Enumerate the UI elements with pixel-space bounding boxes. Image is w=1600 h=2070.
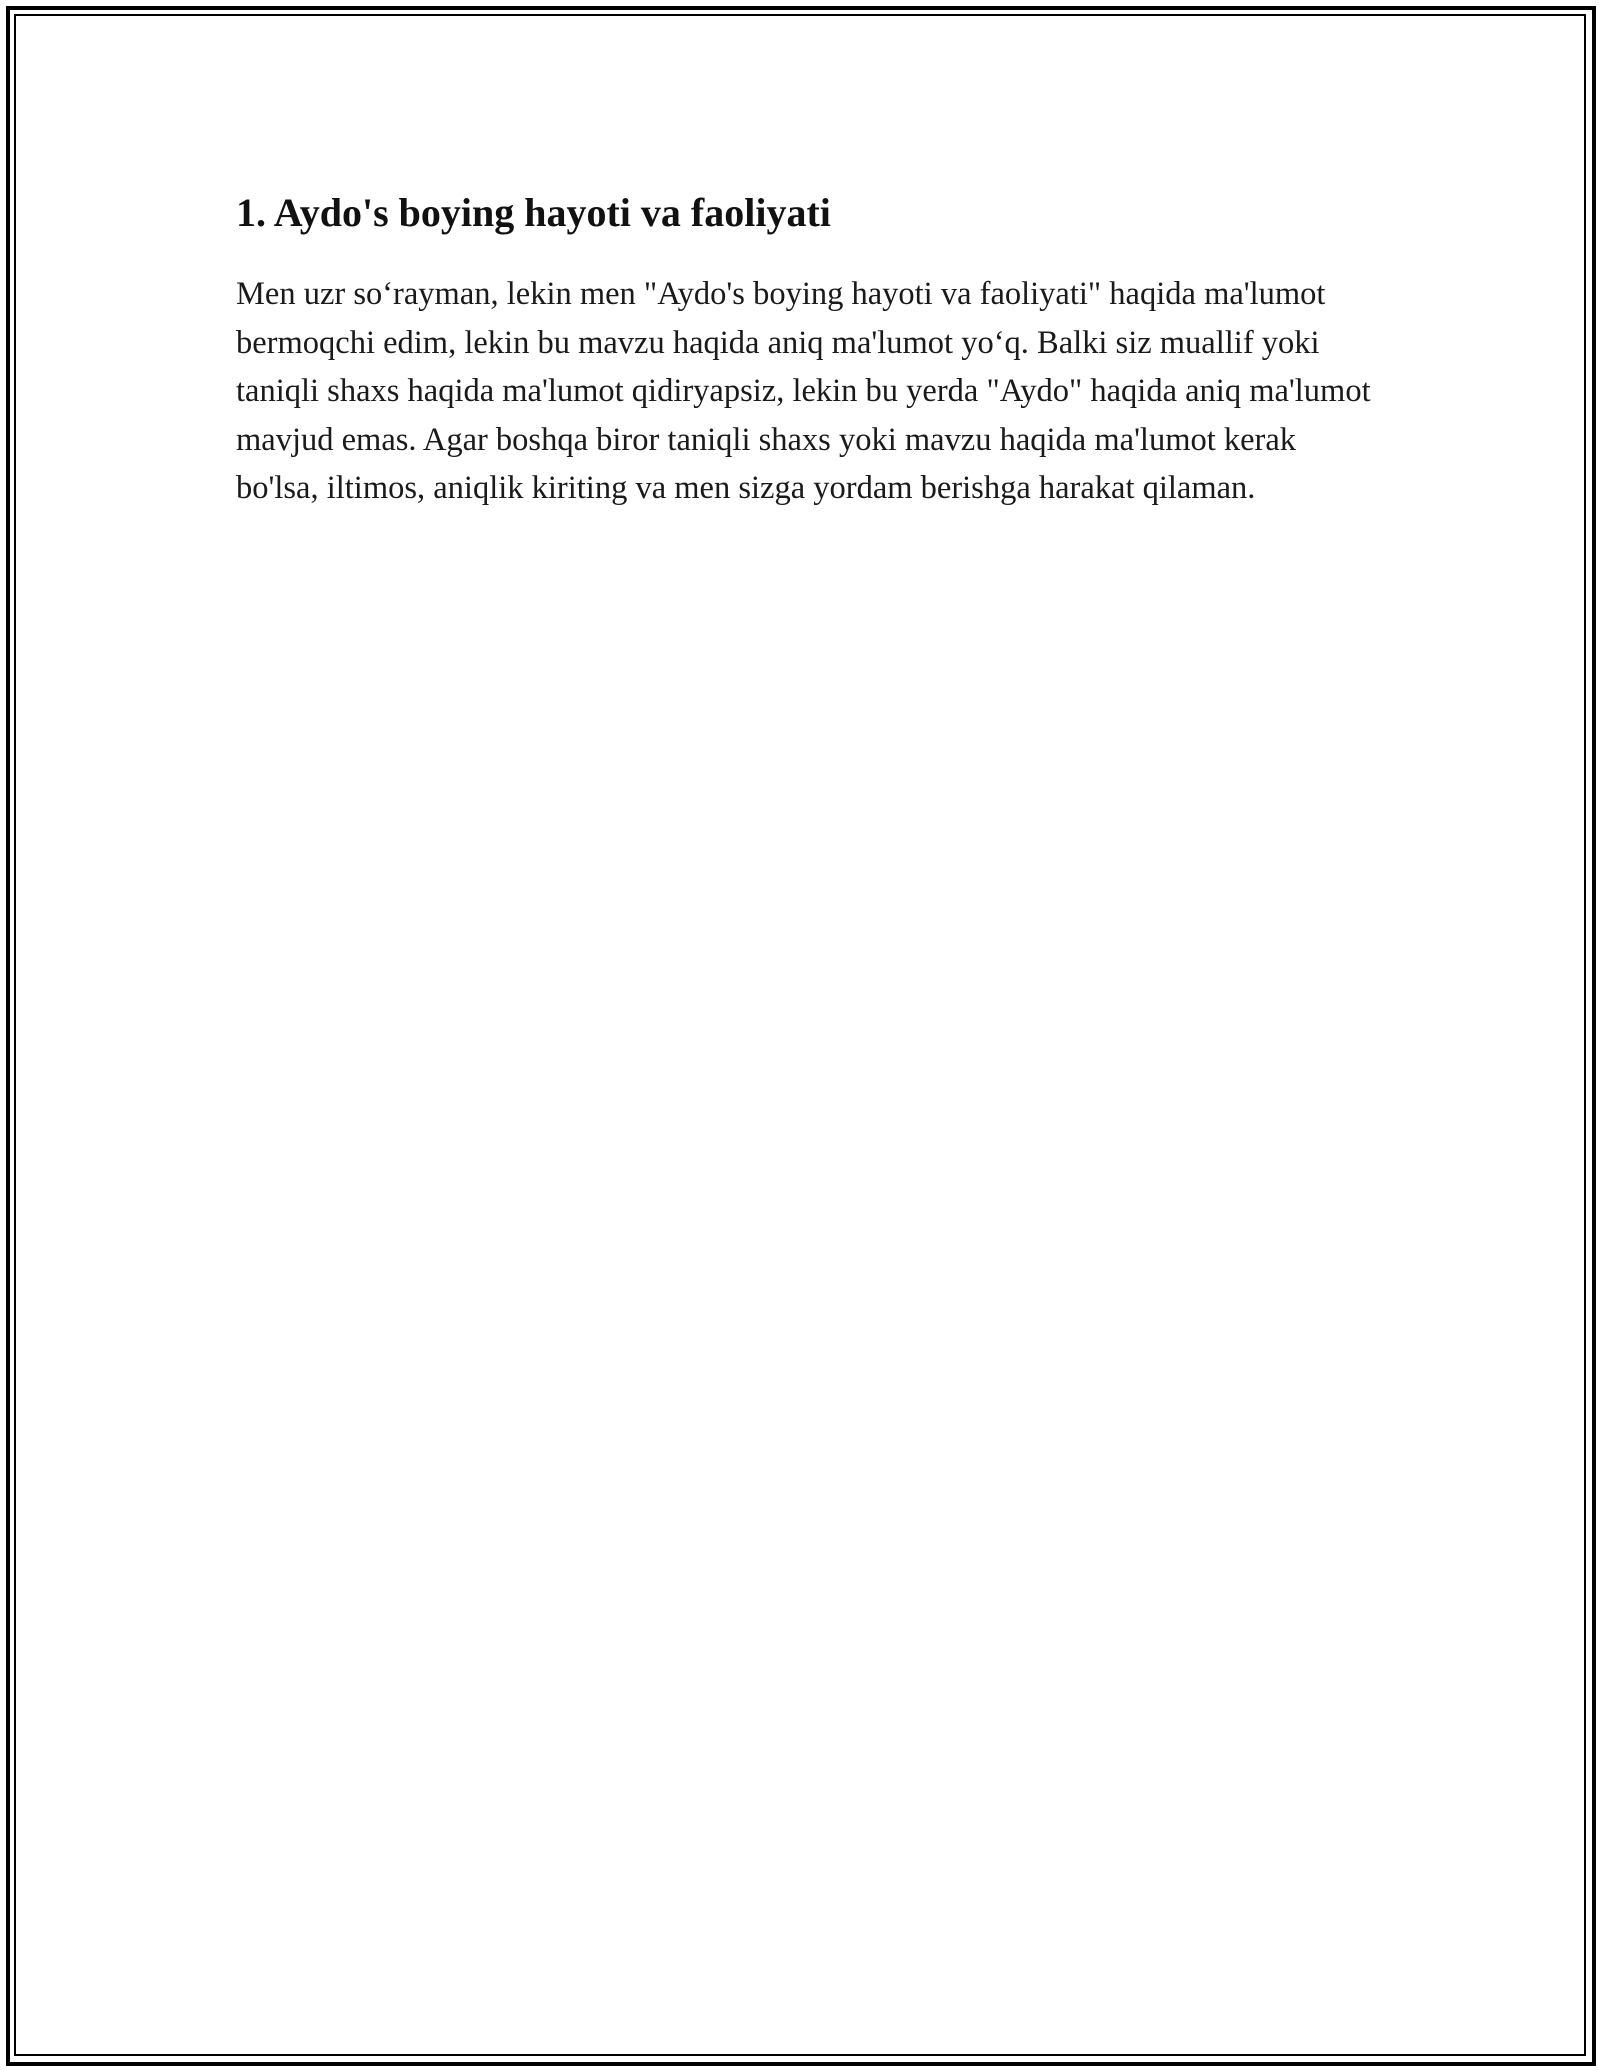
document-content (236, 188, 1376, 513)
section-body-paragraph: Men uzr so‘rayman, lekin men "Aydo's boying hayoti va faoliyati" haqida ma'lumot bermoqchi edim, lekin bu mavzu haqida aniq ma'lumot yo‘q. Balki siz muallif yoki taniqli shaxs haqida ma'lumot qidiryapsiz, lekin bu yerda "Aydo" haqida aniq ma'lumot mavjud emas. Agar boshqa biror taniqli shaxs yoki mavzu haqida ma'lumot kerak bo'lsa, iltimos, aniqlik kiriting va men sizga yordam berishga harakat qilaman. (236, 276, 1371, 506)
section-heading: 1. Aydo's boying hayoti va faoliyati (236, 190, 831, 235)
